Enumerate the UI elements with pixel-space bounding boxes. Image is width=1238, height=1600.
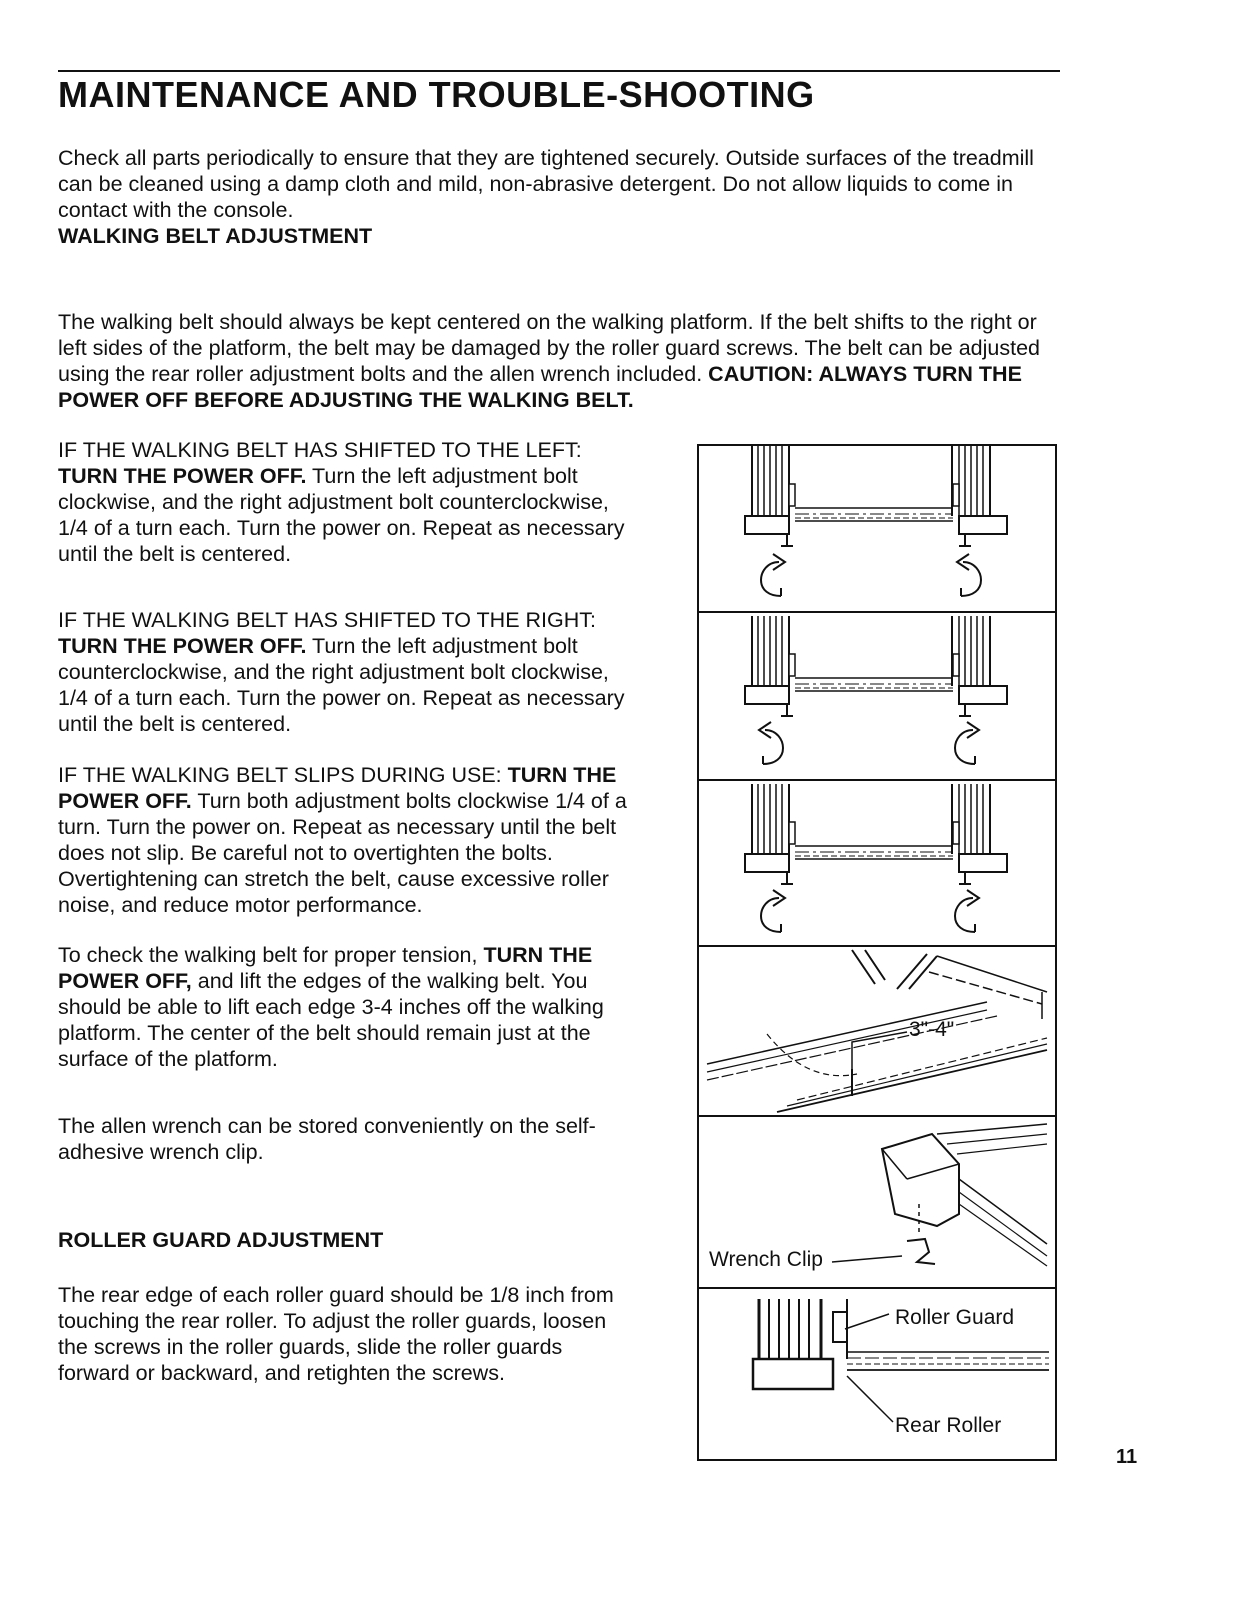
roller-guard-heading: ROLLER GUARD ADJUSTMENT <box>58 1228 384 1252</box>
roller-guard-paragraph: The rear edge of each roller guard should be 1/8 inch from touching the rear roller. To adjust the roller guards, loosen the screws in the roller guards, slide the roller guards forward or backward, and retighten the screws. <box>58 1283 614 1385</box>
page-title: MAINTENANCE AND TROUBLE-SHOOTING <box>58 74 815 115</box>
intro-paragraph: Check all parts periodically to ensure that they are tightened securely. Outside surfaces of the treadmill can be cleaned using a damp cloth and mild, non-abrasive detergent. Do not allow liquids to come in contact with the console. <box>58 146 1034 222</box>
right-shift-paragraph: IF THE WALKING BELT HAS SHIFTED TO THE RIGHT: TURN THE POWER OFF. Turn the left adjustment bolt counterclockwise, and the right adjustment bolt clockwise, 1/4 of a turn each. Turn the power on. Repeat as necessary until the belt is centered. <box>58 608 625 736</box>
rear-roller-label: Rear Roller <box>895 1414 1002 1437</box>
caution-text: CAUTION: ALWAYS TURN THE POWER OFF BEFORE ADJUSTING THE WALKING BELT. <box>58 362 1022 412</box>
title-rule <box>58 70 1060 72</box>
illustration-panel <box>697 444 1057 1461</box>
lift-height-label: 3"-4" <box>909 1018 955 1041</box>
belt-slips-paragraph: IF THE WALKING BELT SLIPS DURING USE: TURN THE POWER OFF. Turn both adjustment bolts clockwise 1/4 of a turn. Turn the power on. Repeat as necessary until the belt does not slip. Be careful not to overtighten the bolts. Overtightening can stretch the belt, cause excessive roller noise, and reduce motor performance. <box>58 763 627 917</box>
page-number: 11 <box>1116 1446 1138 1468</box>
left-shift-paragraph: IF THE WALKING BELT HAS SHIFTED TO THE LEFT: TURN THE POWER OFF. Turn the left adjustment bolt clockwise, and the right adjustment bolt counterclockwise, 1/4 of a turn each. Turn the power on. Repeat as necessary until the belt is centered. <box>58 438 625 566</box>
wrench-paragraph: The allen wrench can be stored conveniently on the self-adhesive wrench clip. <box>58 1114 596 1164</box>
tension-paragraph: To check the walking belt for proper tension, TURN THE POWER OFF, and lift the edges of the walking belt. You should be able to lift each edge 3-4 inches off the walking platform. The center of the belt should remain just at the surface of the platform. <box>58 943 604 1071</box>
walking-belt-intro: The walking belt should always be kept centered on the walking platform. If the belt shifts to the right or left sides of the platform, the belt may be damaged by the roller guard screws. The belt can be adjusted using the rear roller adjustment bolts and the allen wrench included. CAUTION: ALWAYS TURN THE POWER OFF BEFORE ADJUSTING THE WALKING BELT. <box>58 310 1040 412</box>
roller-guard-label: Roller Guard <box>895 1306 1015 1329</box>
wrench-clip-label: Wrench Clip <box>709 1248 823 1271</box>
walking-belt-heading: WALKING BELT ADJUSTMENT <box>58 224 373 248</box>
